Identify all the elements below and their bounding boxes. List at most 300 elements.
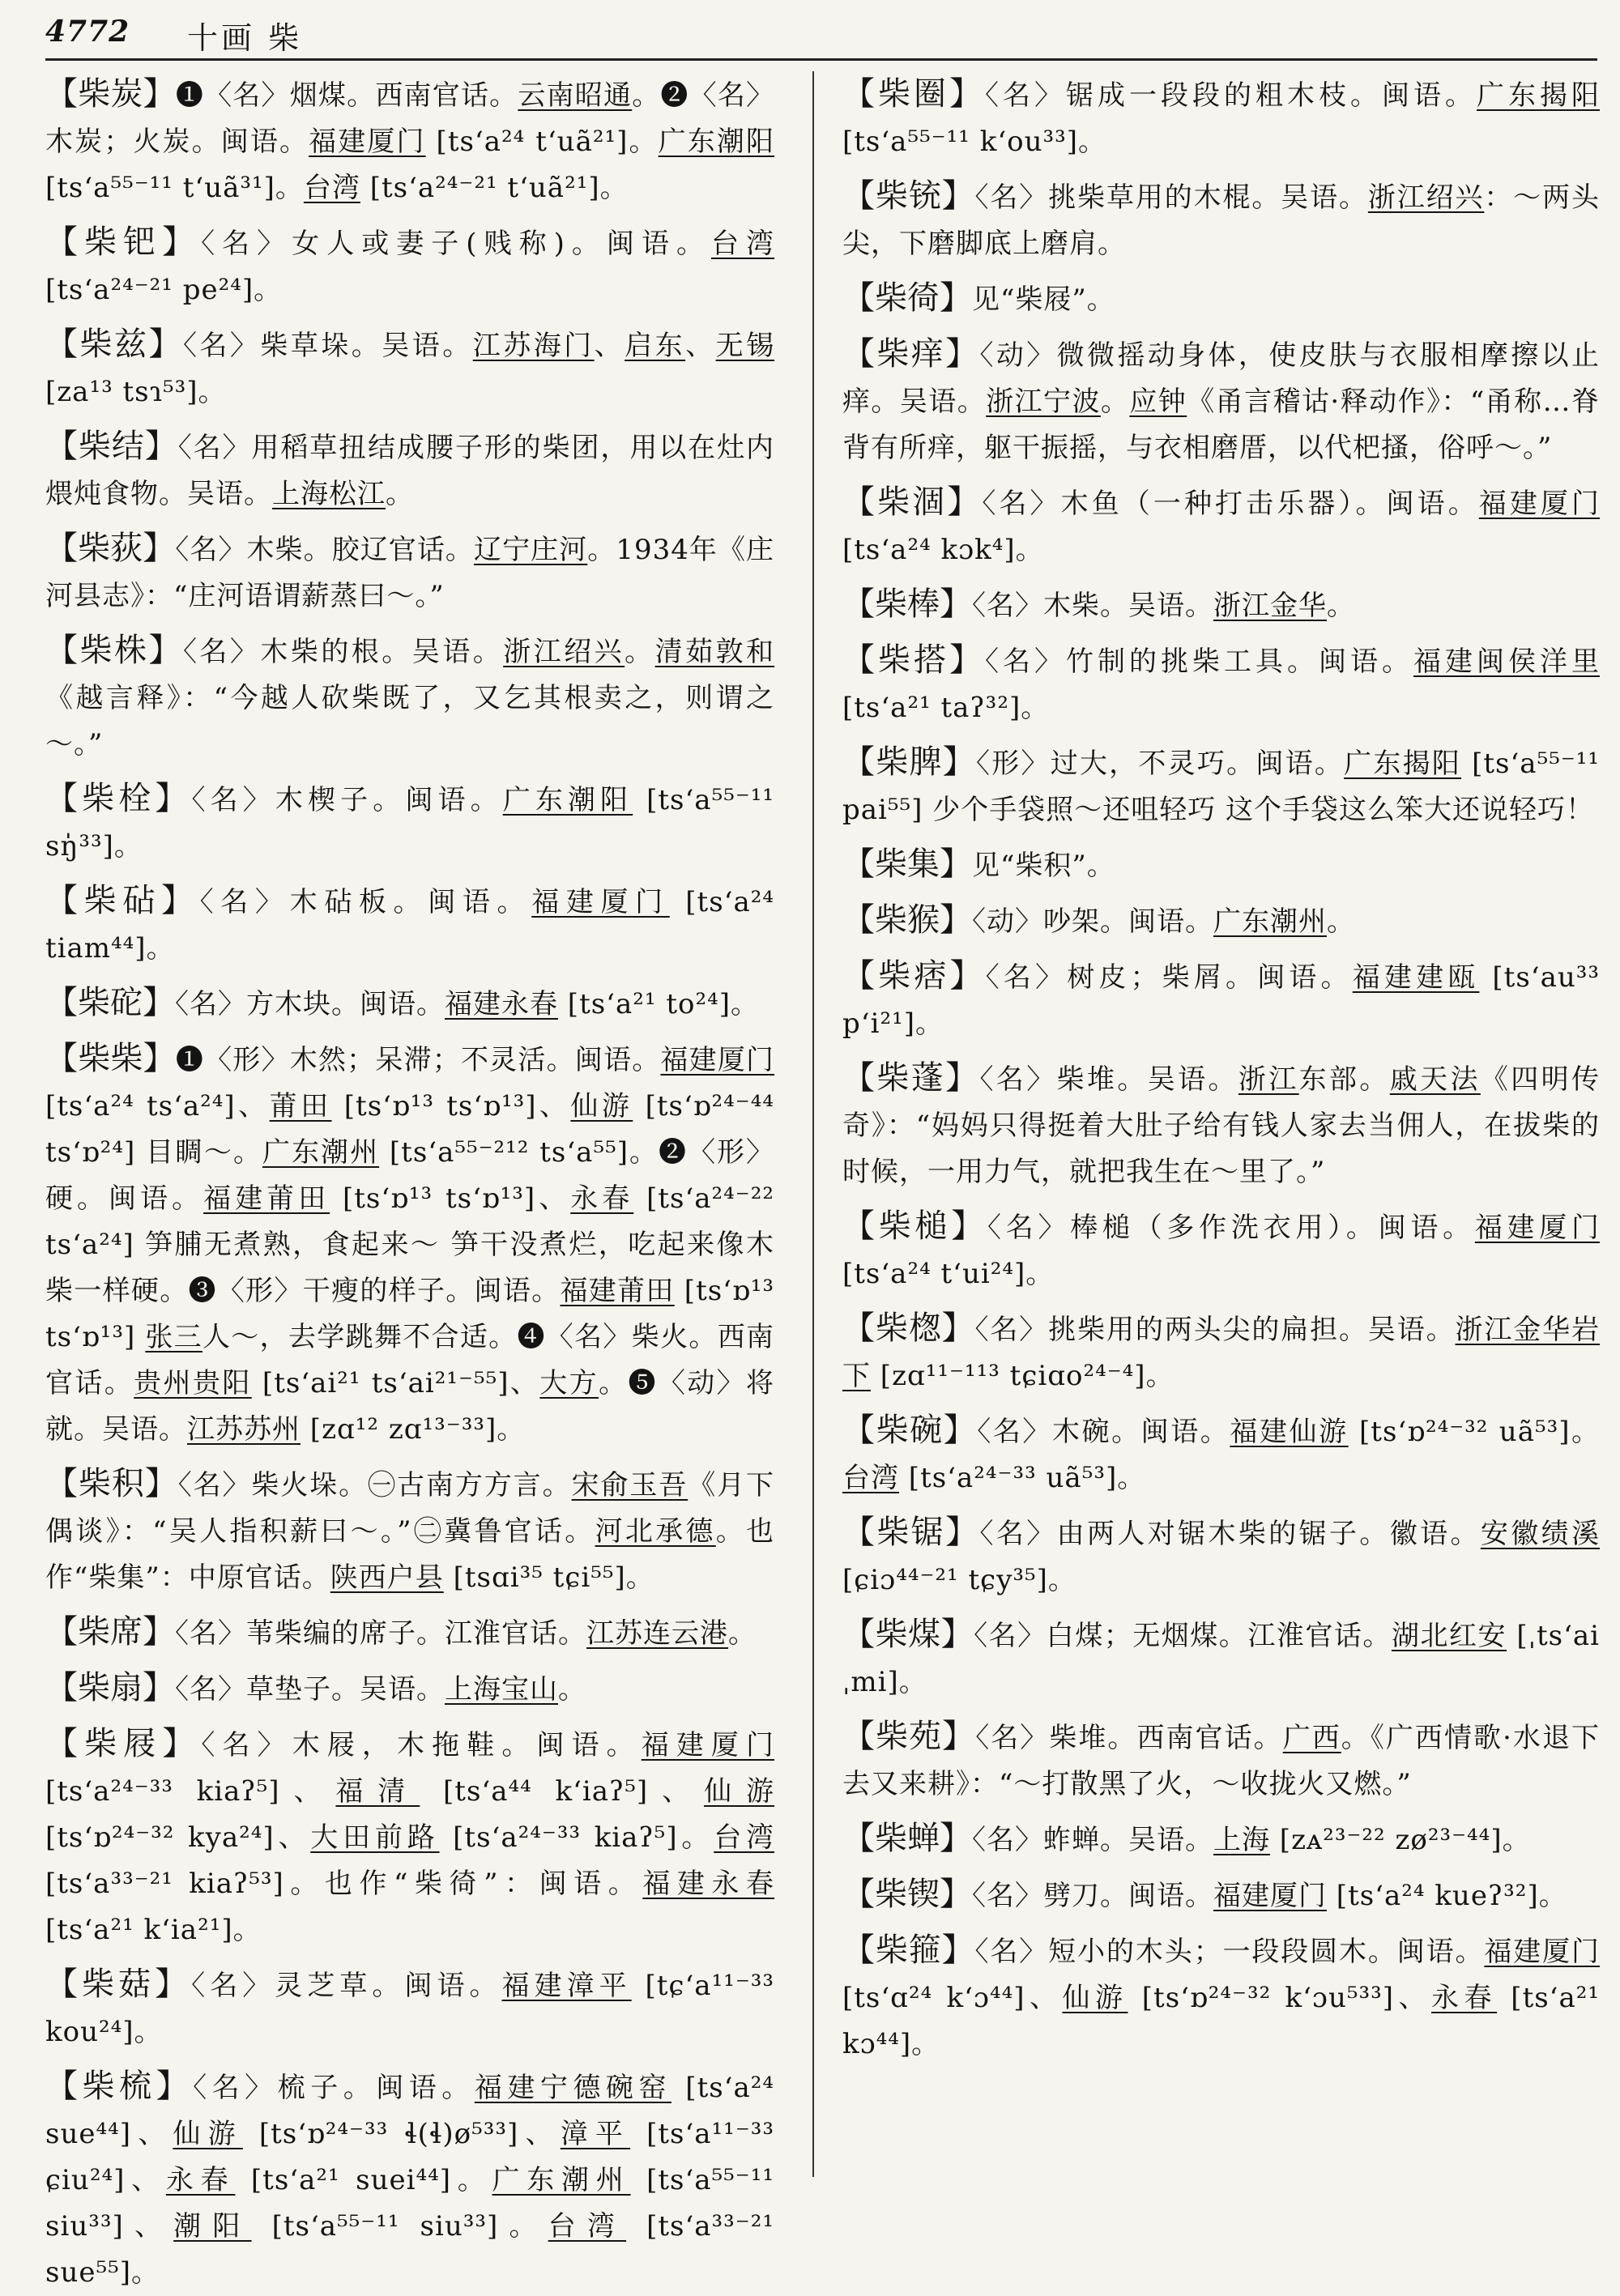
bracket-close: 】	[160, 882, 200, 919]
place-name: 福建厦门	[309, 126, 426, 158]
bracket-close: 】	[945, 335, 980, 373]
bracket-open: 【	[45, 530, 79, 567]
headword: 柴铳	[875, 177, 942, 215]
bracket-close: 】	[144, 428, 178, 465]
place-name: 安徽绩溪	[1480, 1518, 1600, 1550]
dictionary-entry	[842, 953, 1600, 1047]
definition-text: [tsʻa²⁴ kɔk⁴]。	[842, 534, 1044, 566]
bracket-close: 】	[949, 641, 985, 679]
place-name: 浙江绍兴	[1367, 181, 1485, 214]
definition-text: 〈名〉柴堆。西南官话。	[975, 1722, 1283, 1754]
definition-text: [tsʻa³³⁻²¹ sue⁵⁵]。	[45, 2210, 774, 2289]
definition-text: [zᴀ²³⁻²² zø²³⁻⁴⁴]。	[1270, 1824, 1531, 1856]
bracket-open: 【	[45, 1465, 79, 1502]
bracket-open: 【	[45, 224, 85, 261]
place-name: 启东	[625, 330, 686, 362]
headword: 柴徛	[875, 279, 940, 317]
definition-text: 〈名〉树皮；柴屑。闽语。	[985, 961, 1353, 994]
dictionary-entry	[45, 1962, 774, 2055]
bracket-close: 】	[951, 1208, 987, 1245]
dictionary-entry	[842, 479, 1600, 573]
bracket-close: 】	[155, 780, 192, 817]
place-name: 莆田	[269, 1090, 332, 1122]
bracket-open: 【	[45, 1725, 85, 1762]
definition-text: 〈名〉木碗。闽语。	[977, 1416, 1230, 1448]
bracket-close: 】	[143, 75, 176, 113]
headword: 柴结	[78, 428, 145, 465]
place-name: 广东潮州	[1213, 905, 1327, 938]
definition-text: [tsʻɒ²⁴⁻³² kya²⁴]、	[45, 1821, 311, 1854]
bracket-open: 【	[842, 1059, 877, 1097]
definition-text: 〈形〉过大，不灵巧。闽语。	[975, 748, 1345, 780]
bracket-open: 【	[842, 1820, 875, 1857]
bracket-open: 【	[842, 1718, 876, 1755]
dictionary-entry	[842, 1872, 1600, 1919]
definition-text: 〈名〉女人或妻子(贱称)。闽语。	[201, 228, 711, 260]
place-name: 江苏苏州	[187, 1413, 301, 1446]
dictionary-entry	[45, 1461, 774, 1601]
definition-text: [tsʻa²⁴⁻²² tsʻa²⁴] 笋脯无煮熟，食起来～ 笋干没煮烂，吃起来像木柴一样硬。❸〈形〉干瘦的样子。闽语。	[45, 1182, 775, 1307]
dictionary-entry	[842, 1816, 1600, 1864]
headword: 柴棒	[875, 586, 940, 623]
bracket-open: 【	[842, 1876, 875, 1913]
bracket-close: 】	[949, 75, 985, 113]
place-name: 上海松江	[272, 478, 386, 510]
right-column	[842, 71, 1600, 2170]
place-name: 陕西户县	[330, 1561, 444, 1594]
bracket-open: 【	[842, 1412, 876, 1449]
definition-text: 〈动〉吵架。闽语。	[972, 905, 1213, 938]
definition-text: 见“柴积”。	[972, 850, 1115, 882]
definition-text: [tsʻai²¹ tsʻai²¹⁻⁵⁵]、	[251, 1367, 540, 1399]
bracket-close: 】	[945, 1514, 980, 1551]
bracket-open: 【	[45, 984, 78, 1021]
headword: 柴箍	[875, 1932, 942, 1969]
bracket-open: 【	[842, 957, 879, 995]
bracket-close: 】	[940, 846, 972, 883]
dictionary-entry	[842, 173, 1600, 267]
headword: 柴砧	[83, 882, 161, 919]
bracket-close: 】	[941, 1310, 975, 1347]
definition-text: [tsʻɒ²⁴⁻³² kʻɔu⁵³³]、	[1128, 1982, 1431, 2014]
definition-text: [za¹³ tsɿ⁵³]。	[45, 376, 227, 408]
bracket-close: 】	[143, 1613, 175, 1651]
headword: 柴锲	[875, 1876, 940, 1913]
place-name: 浙江	[1238, 1063, 1299, 1096]
place-name: 云南昭通	[518, 79, 633, 112]
dictionary-entry	[45, 1036, 774, 1453]
definition-text: [tsʻɒ¹³ tsʻɒ¹³]	[45, 1275, 775, 1353]
bracket-close: 】	[940, 1820, 972, 1857]
headword: 柴锯	[876, 1514, 946, 1551]
bracket-open: 【	[45, 1040, 79, 1077]
dictionary-entry	[842, 1203, 1600, 1297]
definition-text: ：～两头尖，下磨脚底上磨肩。	[842, 181, 1601, 260]
place-name: 辽宁庄河	[474, 534, 588, 566]
bracket-open: 【	[842, 586, 875, 623]
dictionary-entry	[45, 219, 774, 313]
place-name: 永春	[570, 1182, 634, 1215]
definition-text: [tsʻa²¹ suei⁴⁴]。	[235, 2164, 492, 2196]
headword: 柴砣	[78, 984, 143, 1021]
bracket-open: 【	[45, 1966, 83, 2003]
headword: 柴煤	[875, 1616, 941, 1653]
place-name: 浙江宁波	[986, 386, 1101, 418]
bracket-close: 】	[947, 483, 983, 521]
place-name: 河北承德	[595, 1515, 716, 1548]
definition-text: 。	[1327, 905, 1355, 938]
definition-text: 《越言释》：“今越人砍柴既了，又乞其根卖之，则谓之～。”	[45, 682, 774, 760]
column-divider	[812, 71, 814, 2177]
headword: 柴积	[78, 1465, 145, 1502]
definition-text: 〈名〉草垫子。吴语。	[175, 1673, 445, 1706]
definition-text: 〈名〉木柴的根。吴语。	[182, 636, 504, 668]
headword: 柴兹	[79, 326, 149, 363]
bracket-open: 【	[842, 1616, 876, 1653]
definition-text: [tsʻa²⁴⁻³³ uã⁵³]。	[899, 1462, 1146, 1494]
dictionary-entry	[45, 71, 774, 211]
definition-text: [tsʻa¹¹⁻³³ ɕiu²⁴]、	[45, 2118, 775, 2196]
definition-text: [tsʻa⁵⁵⁻¹¹ tʻuã³¹]。	[45, 172, 304, 204]
headword: 柴猴	[875, 901, 940, 939]
bracket-close: 】	[940, 1876, 972, 1913]
place-name: 大方	[539, 1367, 599, 1399]
headword: 柴栓	[82, 780, 156, 817]
place-name: 浙江金华岩下	[842, 1314, 1601, 1392]
page-header	[45, 11, 1597, 61]
headword: 柴槌	[878, 1208, 952, 1245]
bracket-open: 【	[45, 2068, 83, 2105]
place-name: 福建永春	[445, 988, 558, 1020]
place-name: 福清	[335, 1775, 420, 1808]
headword: 柴集	[875, 846, 940, 883]
headword: 柴楤	[875, 1310, 942, 1347]
definition-text: 、	[685, 330, 716, 362]
definition-text: [tsʻa³³⁻²¹ kiaʔ⁵³]。也作“柴徛”：闽语。	[45, 1868, 643, 1900]
headword: 柴蝉	[875, 1820, 940, 1857]
bracket-close: 】	[940, 586, 972, 623]
definition-text: [zɑ¹² zɑ¹³⁻³³]。	[301, 1413, 526, 1446]
section-title: 十画 柴	[187, 20, 303, 56]
place-name: 仙游	[704, 1775, 774, 1808]
place-name: 福建仙游	[1230, 1416, 1349, 1448]
definition-text: 〈名〉白煤；无烟煤。江淮官话。	[974, 1620, 1392, 1652]
place-name: 台湾	[548, 2210, 627, 2243]
definition-text: [zɑ¹¹⁻¹¹³ tɕiɑo²⁴⁻⁴]。	[871, 1360, 1174, 1392]
dictionary-entry	[842, 1306, 1600, 1399]
dictionary-entry	[842, 581, 1600, 629]
definition-text: 。也作“柴集”：中原官话。	[45, 1515, 775, 1594]
dictionary-entry	[842, 1510, 1600, 1604]
definition-text: 〈名〉木鱼（一种打击乐器）。闽语。	[982, 488, 1479, 520]
dictionary-entry	[842, 897, 1600, 945]
bracket-close: 】	[949, 957, 986, 995]
place-name: 福建厦门	[1213, 1880, 1327, 1912]
place-name: 广东潮阳	[658, 126, 774, 158]
dictionary-entry	[45, 424, 774, 518]
bracket-close: 】	[143, 1040, 176, 1077]
bracket-open: 【	[45, 882, 84, 919]
definition-text: [tsʻɒ¹³ tsʻɒ¹³]、	[330, 1182, 571, 1215]
headword: 柴菇	[82, 1966, 156, 2003]
definition-text: [tsʻɒ²⁴⁻³² uã⁵³]。	[1348, 1416, 1601, 1448]
bracket-open: 【	[842, 641, 878, 679]
definition-text: [tsʻa⁵⁵⁻¹¹ siu³³]。	[251, 2210, 548, 2243]
definition-text: ❶〈形〉木然；呆滞；不灵活。闽语。	[175, 1044, 661, 1076]
definition-text: 东部。	[1298, 1063, 1390, 1096]
place-name: 福建厦门	[1484, 1936, 1601, 1968]
definition-text: [tsʻa⁵⁵⁻¹¹ siu³³]、	[45, 2164, 775, 2243]
place-name: 广东潮州	[262, 1136, 380, 1169]
dictionary-entry	[842, 637, 1600, 731]
bracket-close: 】	[143, 530, 176, 567]
place-name: 永春	[1431, 1982, 1497, 2014]
definition-text: 〈名〉由两人对锯木柴的锯子。徽语。	[979, 1518, 1481, 1550]
bracket-close: 】	[941, 177, 975, 215]
definition-text: 〈名〉木柴。吴语。	[972, 590, 1213, 622]
bracket-close: 】	[155, 1966, 192, 2003]
place-name: 无锡	[715, 330, 775, 362]
definition-text: [tsʻa²¹ kɔ⁴⁴]。	[842, 1982, 1601, 2060]
place-name: 福建建瓯	[1352, 961, 1480, 994]
headword: 柴席	[78, 1613, 143, 1651]
definition-text: 〈名〉木砧板。闽语。	[199, 886, 532, 918]
place-name: 永春	[165, 2164, 236, 2196]
definition-text: [tsʻa⁵⁵⁻¹¹ sŋ̍³³]。	[45, 784, 775, 863]
place-name: 广西	[1282, 1722, 1341, 1754]
dictionary-entry	[45, 776, 774, 870]
definition-text: 。	[1100, 386, 1130, 418]
definition-text: 。	[625, 636, 655, 668]
definition-text: 〈名〉灵芝草。闽语。	[191, 1970, 502, 2002]
place-name: 仙游	[1062, 1982, 1128, 2014]
bracket-open: 【	[45, 75, 79, 113]
headword: 柴屐	[84, 1725, 163, 1762]
definition-text: 。❺〈动〉将就。吴语。	[45, 1367, 775, 1446]
place-name: 宋俞玉吾	[571, 1469, 688, 1502]
bracket-open: 【	[842, 75, 878, 113]
definition-text: 〈名〉棒槌（多作洗衣用）。闽语。	[987, 1212, 1475, 1244]
place-name: 广东潮州	[492, 2164, 631, 2196]
definition-text: [tsʻɒ²⁴⁻⁴⁴ tsʻɒ²⁴] 目睭～。	[45, 1090, 774, 1169]
place-name: 台湾	[714, 1821, 775, 1854]
definition-text: 。1934年《庄河县志》：“庄河语谓薪蒸曰～。”	[45, 534, 775, 612]
place-name: 张三	[145, 1321, 202, 1353]
left-column	[45, 71, 775, 2289]
definition-text: [tsʻa²⁴ sue⁴⁴]、	[45, 2072, 775, 2150]
dictionary-entry	[842, 275, 1600, 323]
bracket-open: 【	[842, 846, 875, 883]
definition-text: 、	[594, 330, 625, 362]
definition-text: 。	[1327, 590, 1355, 622]
place-name: 福建厦门	[1474, 1212, 1601, 1244]
definition-text: 〈名〉挑柴草用的木棍。吴语。	[974, 181, 1368, 214]
bracket-close: 】	[156, 2068, 194, 2105]
place-name: 广东揭阳	[1477, 79, 1600, 112]
headword: 柴蓬	[876, 1059, 946, 1097]
definition-text: [tsʻa²⁴⁻³³ kiaʔ⁵]。	[439, 1821, 714, 1854]
place-name: 广东潮阳	[502, 784, 633, 816]
definition-text: 。	[558, 1673, 586, 1706]
definition-text: 。❷〈名〉木炭；火炭。闽语。	[45, 79, 775, 158]
place-name: 福建闽侯洋里	[1413, 645, 1600, 678]
definition-text: 〈名〉柴火垛。㊀古南方方言。	[177, 1469, 572, 1502]
dictionary-entry	[45, 878, 774, 972]
definition-text: 〈名〉蚱蝉。吴语。	[972, 1824, 1213, 1856]
definition-text: [tsʻa²⁴ tʻui²⁴]。	[842, 1258, 1055, 1290]
bracket-open: 【	[45, 1669, 78, 1706]
dictionary-entry	[45, 1721, 774, 1953]
definition-text: [tsʻɒ²⁴⁻³³ ɬ(ɬ)ø⁵³³]、	[242, 2118, 561, 2150]
bracket-close: 】	[942, 743, 976, 781]
headword: 柴株	[79, 632, 149, 669]
place-name: 漳平	[560, 2118, 631, 2150]
definition-text: 〈名〉竹制的挑柴工具。闽语。	[985, 645, 1413, 678]
definition-text: [tsʻa²¹ kʻia²¹]。	[45, 1914, 262, 1946]
bracket-close: 】	[941, 1932, 975, 1969]
definition-text: [tsʻɑ²⁴ kʻɔ⁴⁴]、	[842, 1982, 1063, 2014]
headword: 柴圈	[878, 75, 949, 113]
place-name: 福建永春	[642, 1868, 774, 1900]
bracket-close: 】	[162, 1725, 202, 1762]
dictionary-entry	[45, 980, 774, 1028]
definition-text: 〈名〉柴堆。吴语。	[979, 1063, 1238, 1096]
headword: 柴痒	[876, 335, 946, 373]
definition-text: [tsʻa²⁴ tiam⁴⁴]。	[45, 886, 774, 965]
headword: 柴涸	[877, 483, 948, 521]
definition-text: [tsʻa²⁴⁻³³ kiaʔ⁵]、	[45, 1775, 336, 1808]
dictionary-entry	[45, 322, 774, 415]
place-name: 大田前路	[310, 1821, 440, 1854]
bracket-open: 【	[842, 1208, 879, 1245]
dictionary-entry	[45, 2064, 774, 2296]
place-name: 仙游	[570, 1090, 633, 1122]
definition-text: 〈名〉用稻草扭结成腰子形的柴团，用以在灶内煨炖食物。吴语。	[45, 432, 775, 510]
definition-text: [tɕʻa¹¹⁻³³ kou²⁴]。	[45, 1970, 775, 2048]
dictionary-entry	[842, 1408, 1600, 1502]
definition-text: 〈名〉挑柴用的两头尖的扁担。吴语。	[974, 1314, 1456, 1346]
headword: 柴搭	[878, 641, 949, 679]
definition-text: 〈名〉锯成一段段的粗木枝。闽语。	[985, 79, 1477, 112]
headword: 柴炭	[78, 75, 143, 113]
definition-text: [tsʻa²⁴⁻²¹ tʻuã²¹]。	[360, 172, 629, 204]
dictionary-entry	[842, 841, 1600, 889]
bracket-close: 】	[940, 901, 972, 939]
bracket-open: 【	[842, 177, 876, 215]
bracket-close: 】	[943, 1412, 978, 1449]
definition-text: [tsʻau³³ pʻi²¹]。	[842, 961, 1601, 1040]
place-name: 湖北红安	[1391, 1620, 1507, 1652]
place-name: 福建漳平	[501, 1970, 632, 2002]
bracket-close: 】	[148, 326, 183, 363]
place-name: 福建莆田	[560, 1275, 675, 1307]
place-name: 清茹敦和	[654, 636, 775, 668]
place-name: 戚天法	[1389, 1063, 1481, 1096]
bracket-close: 】	[143, 984, 175, 1021]
bracket-close: 】	[143, 1669, 175, 1706]
bracket-close: 】	[144, 1465, 178, 1502]
definition-text: 〈动〉微微摇动身体，使皮肤与衣服相摩擦以止痒。吴语。	[842, 339, 1600, 418]
definition-text: [tsʻa⁵⁵⁻¹¹ kʻou³³]。	[842, 126, 1107, 158]
definition-text: 〈名〉梳子。闽语。	[193, 2072, 475, 2104]
dictionary-entry	[842, 71, 1600, 165]
headword: 柴钯	[84, 224, 163, 261]
dictionary-entry	[45, 628, 774, 768]
definition-text: 《四明传奇》：“妈妈只得挺着大肚子给有钱人家去当佣人，在拔柴的时候，一用力气，就把我生在～里了。”	[842, 1063, 1600, 1188]
definition-text: 〈名〉木柴。胶辽官话。	[175, 534, 474, 566]
bracket-open: 【	[842, 1932, 876, 1969]
place-name: 福建厦门	[641, 1729, 775, 1761]
headword: 柴梳	[82, 2068, 156, 2105]
definition-text: 人～，去学跳舞不合适。❹〈名〉柴火。西南官话。	[45, 1321, 775, 1399]
place-name: 福建厦门	[531, 886, 670, 918]
definition-text: [tsʻa²⁴ kueʔ³²]。	[1327, 1880, 1567, 1912]
definition-text: 〈名〉方木块。闽语。	[175, 988, 445, 1020]
definition-text: 《月下偶谈》：“吴人指积薪曰～。”㊁冀鲁官话。	[45, 1469, 775, 1548]
definition-text: [tsʻa⁵⁵⁻¹¹ pai⁵⁵] 少个手袋照～还咀轻巧 这个手袋这么笨大还说轻巧！	[842, 748, 1601, 826]
definition-text: [tsʻa²⁴ tsʻa²⁴]、	[45, 1090, 270, 1122]
bracket-open: 【	[45, 428, 79, 465]
definition-text: [tsʻa⁵⁵⁻²¹² tsʻa⁵⁵]。❷〈形〉硬。闽语。	[45, 1136, 774, 1215]
bracket-open: 【	[842, 1310, 876, 1347]
page-number: 4772	[45, 15, 130, 49]
bracket-open: 【	[842, 1514, 877, 1551]
headword: 柴扇	[78, 1669, 143, 1706]
bracket-close: 】	[162, 224, 202, 261]
headword: 柴碗	[876, 1412, 944, 1449]
bracket-open: 【	[842, 335, 877, 373]
definition-text: [tsʻa²¹ taʔ³²]。	[842, 692, 1050, 724]
place-name: 台湾	[842, 1462, 899, 1494]
definition-text: [ɕiɔ⁴⁴⁻²¹ tɕy³⁵]。	[842, 1564, 1076, 1596]
bracket-close: 】	[942, 1718, 976, 1755]
definition-text: 。	[386, 478, 414, 510]
place-name: 台湾	[711, 228, 775, 260]
bracket-open: 【	[45, 780, 83, 817]
definition-text: 。	[728, 1617, 757, 1650]
definition-text: [tsʻa²⁴ tʻuã²¹]。	[425, 126, 659, 158]
bracket-open: 【	[45, 632, 80, 669]
place-name: 福建莆田	[203, 1182, 330, 1215]
bracket-open: 【	[842, 483, 878, 521]
definition-text: 〈名〉木楔子。闽语。	[191, 784, 503, 816]
dictionary-entry	[45, 1609, 774, 1657]
place-name: 浙江绍兴	[503, 636, 625, 668]
bracket-open: 【	[842, 901, 875, 939]
bracket-open: 【	[842, 279, 875, 317]
dictionary-entry	[842, 1612, 1600, 1706]
place-name: 潮阳	[173, 2210, 252, 2243]
definition-text: 〈名〉劈刀。闽语。	[972, 1880, 1213, 1912]
headword: 柴柴	[78, 1040, 143, 1077]
place-name: 仙游	[173, 2118, 243, 2150]
place-name: 福建厦门	[660, 1044, 775, 1076]
dictionary-entry	[45, 1665, 774, 1713]
definition-text: 〈名〉柴草垛。吴语。	[182, 330, 473, 362]
definition-text: 见“柴屐”。	[972, 283, 1115, 316]
headword: 柴荻	[78, 530, 143, 567]
definition-text: 。《广西情歌·水退下去又来耕》：“～打散黑了火，～收拢火又燃。”	[842, 1722, 1601, 1800]
definition-text: [tsɑi³⁵ tɕi⁵⁵]。	[443, 1561, 654, 1594]
headword: 柴苑	[876, 1718, 943, 1755]
dictionary-entry	[842, 331, 1600, 471]
definition-text: 《甬言稽诂·释动作》：“甬称…脊背有所痒，躯干振摇，与衣相磨厝，以代杷搔，俗呼～。”	[842, 386, 1600, 464]
place-name: 上海	[1213, 1824, 1270, 1856]
dictionary-entry	[842, 739, 1600, 833]
definition-text: [tsʻa⁴⁴ kʻiaʔ⁵]、	[420, 1775, 705, 1808]
dictionary-entry	[842, 1055, 1600, 1195]
dictionary-entry	[842, 1714, 1600, 1808]
